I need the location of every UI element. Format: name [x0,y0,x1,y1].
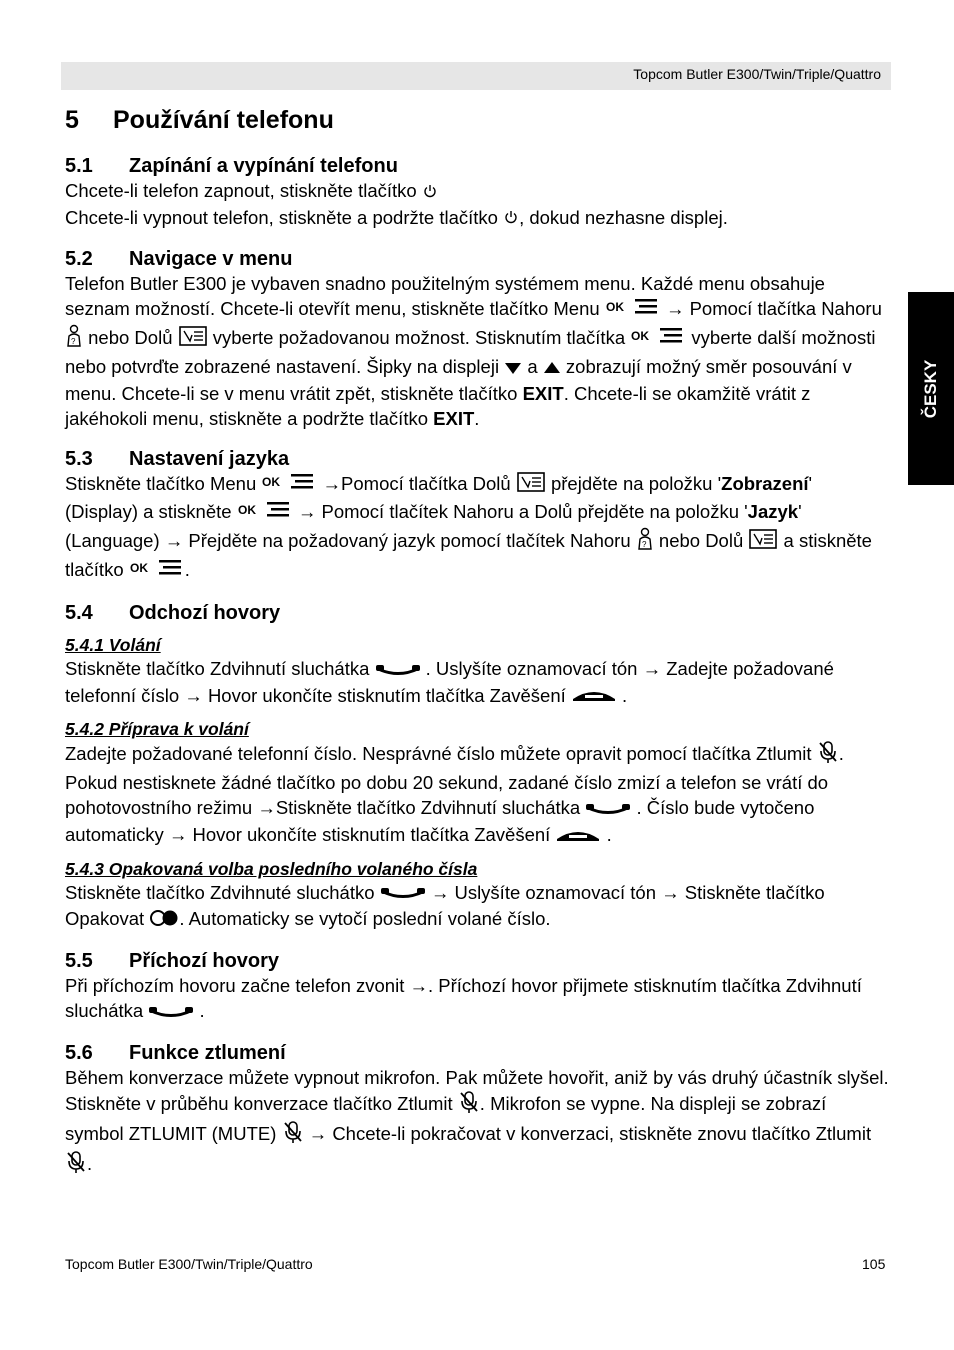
svg-text:OK: OK [262,475,281,490]
mute-microphone-icon [65,1150,87,1180]
text: Pomocí tlačítka Nahoru [689,298,882,320]
section-number: 5.1 [65,155,93,177]
text: Chcete-li pokračovat v konverzaci, stiskněte znovu tlačítko Ztlumit [332,1122,872,1144]
header-title: Topcom Butler E300/Twin/Triple/Quattro [633,66,881,82]
up-key-icon [65,324,83,354]
page-content [65,100,890,1180]
arrow-right-icon: → [665,298,685,320]
mute-microphone-icon [458,1090,480,1120]
text: Stiskněte tlačítko Zdvihnuté sluchátko [65,881,375,903]
text: nebo Dolů [88,327,173,349]
pickup-handset-icon [380,881,426,906]
text: Při příchozím hovoru začne telefon zvonit [65,974,405,996]
text: Stiskněte v průběhu konverzace tlačítko Ztlumit [65,1092,453,1114]
pickup-handset-icon [585,797,631,822]
section-number: 5.6 [65,1041,93,1064]
text: a stiskněte tlačítko [65,530,872,581]
section-heading [65,1042,890,1065]
text: vyberte požadovanou možnost. Stisknutím tlačítka [212,327,626,349]
svg-text:OK: OK [129,561,148,576]
chapter-number: 5 [65,106,79,134]
section-heading [65,248,890,271]
paragraph [65,1065,890,1180]
section-5-5 [65,950,890,1025]
arrow-right-icon: → [430,881,450,903]
text: Pomocí tlačítka Dolů [341,472,511,494]
text: . [199,999,205,1021]
ok-menu-icon [605,296,661,324]
paragraph [65,471,890,585]
arrow-right-icon: → [168,824,188,846]
text: . Příchozí hovor přijmete stisknutím tlačítka Zdvihnutí sluchátka [65,974,862,1021]
svg-text:OK: OK [605,300,624,315]
paragraph [65,178,890,231]
text: ' (Display) a stiskněte [65,472,813,523]
pickup-handset-icon [375,658,421,683]
language-side-tab [908,292,954,485]
text: . [474,407,480,429]
ok-menu-icon [630,325,686,353]
text: , dokud nezhasne displej. [519,206,728,228]
ok-menu-icon [237,499,293,527]
subsection-title: 5.4.2 Příprava k volání [65,719,249,740]
text: Zadejte požadované telefonní číslo [65,658,834,706]
down-book-icon [178,325,208,353]
text: . Číslo bude vytočeno automaticky [65,797,815,846]
text: Stiskněte tlačítko Zdvihnutí sluchátka [65,658,370,680]
arrow-right-icon: → [184,684,203,706]
text: nebo Dolů [658,530,744,552]
text: . [622,684,628,706]
arrow-right-icon: → [308,1122,328,1144]
mute-microphone-icon [817,740,839,770]
text: Stiskněte tlačítko Menu [65,472,257,494]
arrow-right-icon: → [297,501,317,523]
text: a [527,356,538,378]
footer-title: Topcom Butler E300/Twin/Triple/Quattro [65,1256,313,1272]
section-heading [65,155,890,178]
text: ' (Language) [65,501,802,552]
subsection-5-4-1 [65,635,890,709]
paragraph [65,271,890,431]
text: Hovor ukončíte stisknutím tlačítka Zavěšení [207,684,566,706]
section-title: Odchozí hovory [129,602,281,625]
section-5-6 [65,1042,890,1180]
down-book-icon [516,471,546,499]
text: Přejděte na požadovaný jazyk pomocí tlačítek Nahoru [188,530,631,552]
text: vyberte další možnosti nebo potvrďte zobrazené nastavení. Šipky na displeji [65,327,876,378]
bold-term: Zobrazení [721,472,809,494]
hangup-handset-icon [555,824,601,849]
exit-label: EXIT [433,407,475,429]
svg-text:OK: OK [237,503,256,518]
header-bar [61,62,891,90]
text: . [87,1152,93,1174]
text: Chcete-li telefon zapnout, stiskněte tlačítko [65,180,417,201]
pickup-handset-icon [148,1000,194,1025]
chapter-heading [65,106,890,135]
subsection-title: 5.4.3 Opakovaná volba posledního volaného čísla [65,858,478,879]
text: Telefon Butler E300 je vybaven snadno použitelným systémem menu. Každé menu obsahuje seznam možností. Chcete-li otevřít menu, stiskněte tlačítko Menu [65,273,825,320]
text: Hovor ukončíte stisknutím tlačítka Zavěšení [192,824,551,846]
text: Zadejte požadované telefonní číslo. Nesprávné číslo můžete opravit pomocí tlačítka Ztlumit [65,743,812,765]
section-5-1 [65,155,890,231]
section-5-2 [65,248,890,431]
side-tab-label: ČESKY [921,359,940,418]
text: Během konverzace můžete vypnout mikrofon. Pak můžete hovořit, aniž by vás druhý účastník slyšel. [65,1066,889,1088]
section-number: 5.2 [65,248,93,271]
section-number: 5.4 [65,602,93,625]
down-book-icon [748,528,778,556]
ok-menu-icon [261,471,317,499]
svg-text:OK: OK [631,329,650,344]
chapter-title: Používání telefonu [113,106,334,134]
paragraph [65,880,890,933]
power-icon [422,180,438,205]
page-number: 105 [862,1256,886,1272]
svg-text:?: ? [71,337,76,347]
svg-text:?: ? [641,540,647,550]
bold-term: Jazyk [747,501,799,523]
text: zobrazují možný směr posouvání v menu. Chcete-li se v menu vrátit zpět, stiskněte tlačítko [65,356,852,404]
section-heading [65,950,890,973]
subsection-5-4-3 [65,859,890,933]
paragraph [65,973,890,1025]
section-5-4 [65,602,890,933]
text: . Automaticky se vytočí poslední volané číslo. [179,908,551,930]
arrow-right-icon: → [257,797,276,819]
ok-menu-icon [129,557,185,585]
subsection-title: 5.4.1 Volání [65,635,161,656]
text: . Uslyšíte oznamovací tón [425,658,638,680]
text: . Chcete-li se okamžitě vrátit z jakéhokoli menu, stiskněte a podržte tlačítko [65,382,811,429]
section-heading [65,602,890,625]
section-number: 5.5 [65,949,93,972]
exit-label: EXIT [522,382,564,404]
text: Stiskněte tlačítko Opakovat [65,881,825,930]
text: Chcete-li vypnout telefon, stiskněte a podržte tlačítko [65,206,498,228]
text: přejděte na položku ' [550,472,722,494]
power-icon [503,206,519,231]
text: Pomocí tlačítek Nahoru a Dolů přejděte na položku ' [321,501,748,523]
text: Stiskněte tlačítko Zdvihnutí sluchátka [275,797,581,819]
text: . [606,824,612,846]
section-title: Nastavení jazyka [129,447,290,470]
triangle-up-icon [543,356,561,381]
arrow-right-icon: → [642,658,662,680]
up-key-icon [636,527,654,557]
triangle-down-icon [504,356,522,381]
section-title: Příchozí hovory [129,949,280,972]
hangup-handset-icon [571,684,617,709]
section-number: 5.3 [65,447,93,470]
section-title: Zapínání a vypínání telefonu [129,155,398,177]
redial-icon [149,908,179,933]
text: Uslyšíte oznamovací tón [454,881,656,903]
arrow-right-icon: → [409,974,428,996]
text: . [184,559,190,581]
text: . Mikrofon se vypne. Na displeji se zobrazí symbol ZTLUMIT (MUTE) [65,1092,827,1144]
subsection-5-4-2 [65,719,890,848]
arrow-right-icon: → [322,472,342,494]
arrow-right-icon: → [164,530,184,552]
mute-microphone-icon [282,1120,304,1150]
text: . Pokud nestisknete žádné tlačítko po dobu 20 sekund, zadané číslo zmizí a telefon se vrátí do pohotovostního režimu [65,743,844,819]
section-heading [65,448,890,471]
section-title: Funkce ztlumení [129,1041,286,1064]
section-5-3 [65,448,890,585]
paragraph [65,740,890,848]
paragraph [65,656,890,709]
arrow-right-icon: → [661,881,680,903]
section-title: Navigace v menu [129,248,293,271]
